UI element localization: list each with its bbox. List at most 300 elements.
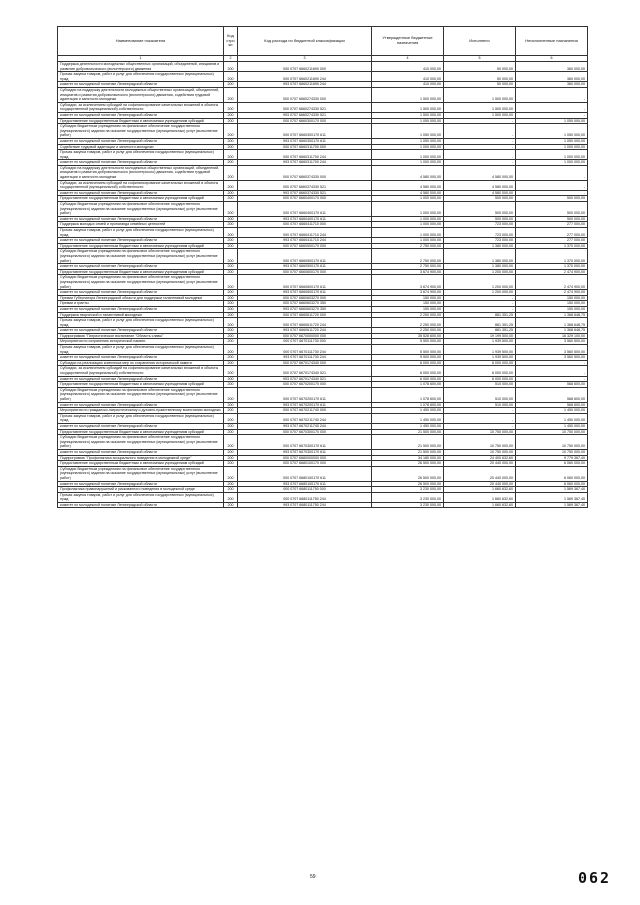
cell-approved: 6 000 000,00 — [372, 360, 444, 366]
cell-unexecuted: 1 050 000,00 — [516, 118, 588, 124]
cell-approved: 26 500 000,00 — [372, 481, 444, 487]
cell-budget-code: 000 0707 6670111730 000 — [238, 339, 372, 345]
cell-unexecuted: 2 474 900,00 — [516, 275, 588, 290]
cell-unexecuted: - — [516, 102, 588, 112]
cell-approved: 4 580 000,00 — [372, 190, 444, 196]
cell-executed: 1 939 500,00 — [444, 339, 516, 345]
cell-executed: 1 200 000,00 — [444, 269, 516, 275]
cell-budget-code: 000 0707 6670000000 000 — [238, 333, 372, 339]
cell-unexecuted: 1 569 367,40 — [516, 492, 588, 502]
cell-budget-code: 000 0707 6670211740 244 — [238, 413, 372, 423]
cell-budget-code: 993 0707 6660600170 611 — [238, 290, 372, 296]
cell-approved: 1 000 000,00 — [372, 222, 444, 228]
header-budget-code: Код расхода по бюджетной классификации — [238, 27, 372, 56]
cell-budget-code: 000 0707 6660400170 611 — [238, 202, 372, 217]
table-row — [58, 249, 588, 264]
cell-approved: 410 000,00 — [372, 82, 444, 88]
cell-name: Субсидии бюджетным учреждениям на финансовое обеспечение государственного (муниципального) задания на оказание государственных (муниципальных) услуг (выполнение работ) — [58, 202, 224, 217]
cell-line-code: 200 — [224, 487, 238, 493]
cell-line-code: 200 — [224, 366, 238, 376]
table-row — [58, 72, 588, 82]
table-row — [58, 112, 588, 118]
cell-unexecuted: 2 474 900,00 — [516, 290, 588, 296]
cell-approved: 1 050 000,00 — [372, 118, 444, 124]
cell-approved: 3 230 000,00 — [372, 502, 444, 508]
cell-budget-code: 000 0707 6670300170 000 — [238, 429, 372, 435]
cell-budget-code: 993 0707 6670211740 244 — [238, 423, 372, 429]
cell-unexecuted: 1 368 648,75 — [516, 318, 588, 328]
cell-approved: 3 674 900,00 — [372, 269, 444, 275]
col-number: 6 — [516, 56, 588, 62]
cell-unexecuted: 1 370 000,00 — [516, 249, 588, 264]
cell-unexecuted: - — [516, 366, 588, 376]
cell-budget-code: 000 0707 6670300170 611 — [238, 435, 372, 450]
cell-executed: 20 440 000,00 — [444, 461, 516, 467]
cell-line-code: 200 — [224, 318, 238, 328]
cell-approved: 150 000,00 — [372, 295, 444, 301]
cell-unexecuted: 1 450 000,00 — [516, 413, 588, 423]
table-row — [58, 216, 588, 222]
cell-executed: 510 000,00 — [444, 387, 516, 402]
cell-budget-code: 000 0707 6660211690 244 — [238, 72, 372, 82]
cell-name: Субсидии бюджетным учреждениям на финансовое обеспечение государственного (муниципального) задания на оказание государственных (муниципальных) услуг (выполнение работ) — [58, 387, 224, 402]
table-row — [58, 455, 588, 461]
cell-name: комитет по молодежной политике Ленинградской области — [58, 82, 224, 88]
cell-executed: 1 380 000,00 — [444, 243, 516, 249]
cell-unexecuted: 1 370 000,00 — [516, 264, 588, 270]
cell-budget-code: 000 0707 6660374330 000 — [238, 165, 372, 180]
cell-name: Предоставление государственным бюджетным и автономным учреждениям субсидий — [58, 382, 224, 388]
cell-unexecuted: 568 600,00 — [516, 382, 588, 388]
cell-budget-code: 000 0707 6670211740 000 — [238, 408, 372, 414]
stamp-number: 062 — [578, 869, 612, 887]
cell-unexecuted: 360 000,00 — [516, 72, 588, 82]
cell-executed: 50 000,00 — [444, 72, 516, 82]
table-row — [58, 124, 588, 139]
cell-budget-code: 993 0707 6660300170 611 — [238, 138, 372, 144]
cell-line-code: 200 — [224, 222, 238, 228]
cell-name: комитет по молодежной политике Ленинградской области — [58, 160, 224, 166]
cell-name: комитет по молодежной политике Ленинградской области — [58, 402, 224, 408]
cell-budget-code: 993 0707 6660500170 611 — [238, 264, 372, 270]
cell-unexecuted: 1 370 000,00 — [516, 243, 588, 249]
cell-name: Поддержка деятельности молодежных общественных организаций, объединений, инициатив и развитие добровольческого (волонтерского) движения — [58, 62, 224, 72]
cell-budget-code: 993 0707 6680111750 244 — [238, 502, 372, 508]
cell-executed: 20 440 000,00 — [444, 466, 516, 481]
cell-line-code: 200 — [224, 290, 238, 296]
cell-executed: 723 000,00 — [444, 228, 516, 238]
cell-line-code: 200 — [224, 492, 238, 502]
cell-line-code: 200 — [224, 228, 238, 238]
cell-name: Субсидии бюджетным учреждениям на финансовое обеспечение государственного (муниципального) задания на оказание государственных (муниципальных) услуг (выполнение работ) — [58, 435, 224, 450]
header-name: Наименование показателя — [58, 27, 224, 56]
cell-line-code: 200 — [224, 461, 238, 467]
cell-line-code: 200 — [224, 333, 238, 339]
table-row — [58, 413, 588, 423]
cell-budget-code: 000 0707 6660411710 244 — [238, 228, 372, 238]
cell-executed: 4 580 000,00 — [444, 190, 516, 196]
cell-budget-code: 000 0707 6660603270 350 — [238, 301, 372, 307]
cell-budget-code: 000 0707 6660411710 000 — [238, 222, 372, 228]
cell-executed: 1 380 000,00 — [444, 264, 516, 270]
cell-line-code: 200 — [224, 82, 238, 88]
table-row — [58, 190, 588, 196]
cell-line-code: 200 — [224, 301, 238, 307]
cell-unexecuted: 3 560 500,00 — [516, 339, 588, 345]
cell-line-code: 200 — [224, 190, 238, 196]
cell-budget-code: 000 0707 6680111750 244 — [238, 492, 372, 502]
cell-unexecuted: 150 000,00 — [516, 295, 588, 301]
cell-unexecuted: 1 569 367,40 — [516, 487, 588, 493]
cell-unexecuted: 500 000,00 — [516, 216, 588, 222]
cell-budget-code: 993 0707 6660400170 611 — [238, 216, 372, 222]
cell-executed: - — [444, 306, 516, 312]
cell-executed: 1 939 500,00 — [444, 345, 516, 355]
cell-approved: 1 050 000,00 — [372, 138, 444, 144]
cell-approved: 2 250 000,00 — [372, 312, 444, 318]
cell-executed: 723 000,00 — [444, 238, 516, 244]
cell-unexecuted: 10 750 000,00 — [516, 435, 588, 450]
cell-approved: 2 750 000,00 — [372, 243, 444, 249]
cell-executed: 6 000 000,00 — [444, 376, 516, 382]
cell-approved: 1 450 000,00 — [372, 423, 444, 429]
cell-name: Субсидии бюджетным учреждениям на финансовое обеспечение государственного (муниципального) задания на оказание государственных (муниципальных) услуг (выполнение работ) — [58, 466, 224, 481]
cell-approved: 1 500 000,00 — [372, 87, 444, 102]
table-row — [58, 269, 588, 275]
table-row — [58, 290, 588, 296]
header-executed: Исполнено — [444, 27, 516, 56]
cell-approved: 410 000,00 — [372, 72, 444, 82]
cell-unexecuted: 3 560 500,00 — [516, 355, 588, 361]
col-number: 2 — [224, 56, 238, 62]
cell-executed: - — [444, 118, 516, 124]
cell-approved: 2 250 000,00 — [372, 318, 444, 328]
header-unexecuted: Неисполненные назначения — [516, 27, 588, 56]
cell-approved: 2 750 000,00 — [372, 249, 444, 264]
cell-line-code: 200 — [224, 180, 238, 190]
cell-line-code: 200 — [224, 455, 238, 461]
cell-approved: 1 000 000,00 — [372, 144, 444, 150]
table-row — [58, 345, 588, 355]
table-row — [58, 339, 588, 345]
cell-unexecuted: - — [516, 180, 588, 190]
cell-unexecuted: 6 060 000,00 — [516, 481, 588, 487]
cell-approved: 5 500 000,00 — [372, 339, 444, 345]
cell-unexecuted: - — [516, 190, 588, 196]
cell-line-code: 200 — [224, 295, 238, 301]
cell-budget-code: 993 0707 6670300170 611 — [238, 449, 372, 455]
cell-unexecuted: 1 000 000,00 — [516, 150, 588, 160]
cell-budget-code: 993 0707 6660211690 244 — [238, 82, 372, 88]
table-row — [58, 333, 588, 339]
cell-line-code: 200 — [224, 264, 238, 270]
cell-unexecuted: 1 450 000,00 — [516, 423, 588, 429]
cell-line-code: 200 — [224, 360, 238, 366]
cell-line-code: 200 — [224, 387, 238, 402]
cell-executed: 723 000,00 — [444, 222, 516, 228]
cell-approved: 150 000,00 — [372, 306, 444, 312]
cell-name: Содействие трудовой адаптации и занятости молодежи — [58, 144, 224, 150]
cell-executed: 1 200 000,00 — [444, 275, 516, 290]
cell-unexecuted: 6 060 000,00 — [516, 466, 588, 481]
cell-executed: 6 000 000,00 — [444, 360, 516, 366]
cell-unexecuted: - — [516, 87, 588, 102]
cell-budget-code: 000 0707 6660274330 000 — [238, 87, 372, 102]
table-row — [58, 196, 588, 202]
cell-approved: 5 500 000,00 — [372, 345, 444, 355]
cell-line-code: 200 — [224, 144, 238, 150]
cell-executed: - — [444, 160, 516, 166]
cell-name: Поддержка творческой и талантливой молодежи — [58, 312, 224, 318]
table-row — [58, 387, 588, 402]
cell-name: Мероприятия по гражданско-патриотическому и духовно-нравственному воспитанию молодежи — [58, 408, 224, 414]
cell-name: комитет по молодежной политике Ленинградской области — [58, 306, 224, 312]
cell-executed: - — [444, 295, 516, 301]
cell-name: комитет по молодежной политике Ленинградской области — [58, 264, 224, 270]
cell-budget-code: 000 0707 6660603270 000 — [238, 295, 372, 301]
cell-line-code: 200 — [224, 345, 238, 355]
table-body — [58, 62, 588, 508]
cell-executed: - — [444, 124, 516, 139]
cell-approved: 26 500 000,00 — [372, 461, 444, 467]
cell-line-code: 200 — [224, 355, 238, 361]
budget-table — [57, 26, 588, 508]
cell-budget-code: 000 0707 6660500170 000 — [238, 243, 372, 249]
cell-line-code: 200 — [224, 339, 238, 345]
cell-budget-code: 000 0707 6670174340 000 — [238, 360, 372, 366]
cell-executed: 500 000,00 — [444, 216, 516, 222]
cell-unexecuted: 360 000,00 — [516, 82, 588, 88]
cell-approved: 1 500 000,00 — [372, 112, 444, 118]
table-row — [58, 435, 588, 450]
report-sheet — [57, 26, 587, 508]
cell-line-code: 200 — [224, 102, 238, 112]
cell-name: Мероприятия по сохранению исторической памяти — [58, 339, 224, 345]
cell-executed: 4 580 000,00 — [444, 165, 516, 180]
cell-line-code: 200 — [224, 150, 238, 160]
cell-unexecuted: 1 050 000,00 — [516, 138, 588, 144]
header-line-code: Код стро ки — [224, 27, 238, 56]
cell-approved: 1 050 000,00 — [372, 124, 444, 139]
page-number: 59 — [310, 874, 316, 880]
table-row — [58, 492, 588, 502]
cell-budget-code: 000 0707 6660400170 000 — [238, 196, 372, 202]
cell-line-code: 200 — [224, 269, 238, 275]
cell-approved: 26 500 000,00 — [372, 466, 444, 481]
cell-approved: 1 000 000,00 — [372, 196, 444, 202]
cell-unexecuted: 1 000 000,00 — [516, 144, 588, 150]
cell-name: Премии и гранты — [58, 301, 224, 307]
table-row — [58, 102, 588, 112]
cell-budget-code: 000 0707 6680111750 000 — [238, 487, 372, 493]
cell-budget-code: 000 0707 6660600170 611 — [238, 275, 372, 290]
cell-approved: 3 230 000,00 — [372, 492, 444, 502]
cell-budget-code: 993 0707 6660374330 521 — [238, 190, 372, 196]
cell-approved: 21 500 000,00 — [372, 429, 444, 435]
table-row — [58, 228, 588, 238]
table-row — [58, 150, 588, 160]
cell-line-code: 200 — [224, 118, 238, 124]
cell-approved: 2 250 000,00 — [372, 328, 444, 334]
cell-budget-code: 993 0707 6660411710 244 — [238, 238, 372, 244]
cell-line-code: 200 — [224, 502, 238, 508]
cell-executed: 20 440 000,00 — [444, 481, 516, 487]
cell-executed: 4 580 000,00 — [444, 180, 516, 190]
cell-budget-code: 000 0707 6660311700 000 — [238, 144, 372, 150]
cell-executed: 1 660 632,60 — [444, 492, 516, 502]
cell-budget-code: 000 0707 6660311700 244 — [238, 150, 372, 160]
cell-budget-code: 000 0707 6660300170 611 — [238, 124, 372, 139]
cell-approved: 1 500 000,00 — [372, 102, 444, 112]
cell-executed: 510 000,00 — [444, 382, 516, 388]
cell-budget-code: 000 0707 6660374330 521 — [238, 180, 372, 190]
cell-unexecuted: 1 000 000,00 — [516, 160, 588, 166]
cell-executed: 1 500 000,00 — [444, 87, 516, 102]
col-number: 1 — [58, 56, 224, 62]
cell-executed: 500 000,00 — [444, 202, 516, 217]
cell-unexecuted: 150 000,00 — [516, 306, 588, 312]
table-row — [58, 461, 588, 467]
cell-budget-code: 993 0707 6660603270 350 — [238, 306, 372, 312]
cell-name: Прочая закупка товаров, работ и услуг для обеспечения государственных (муниципальных) нужд — [58, 228, 224, 238]
cell-approved: 1 000 000,00 — [372, 150, 444, 160]
cell-executed: 50 000,00 — [444, 62, 516, 72]
cell-line-code: 200 — [224, 202, 238, 217]
cell-unexecuted: - — [516, 112, 588, 118]
cell-budget-code: 000 0707 6680000000 000 — [238, 455, 372, 461]
cell-executed: 50 000,00 — [444, 82, 516, 88]
cell-name: Предоставление государственным бюджетным и автономным учреждениям субсидий — [58, 269, 224, 275]
cell-executed: - — [444, 301, 516, 307]
cell-name: комитет по молодежной политике Ленинградской области — [58, 290, 224, 296]
cell-approved: 1 000 000,00 — [372, 228, 444, 238]
cell-unexecuted: 16 329 100,00 — [516, 333, 588, 339]
cell-name: Предоставление государственным бюджетным и автономным учреждениям субсидий — [58, 118, 224, 124]
cell-executed: 881 351,25 — [444, 318, 516, 328]
cell-approved: 4 580 000,00 — [372, 180, 444, 190]
cell-name: Субсидии бюджетным учреждениям на финансовое обеспечение государственного (муниципального) задания на оказание государственных (муниципальных) услуг (выполнение работ) — [58, 275, 224, 290]
cell-name: Поддержка молодых семей и пропаганда семейных ценностей — [58, 222, 224, 228]
table-row — [58, 487, 588, 493]
cell-budget-code: 000 0707 6660300170 000 — [238, 118, 372, 124]
cell-name: Прочая закупка товаров, работ и услуг для обеспечения государственных (муниципальных) нужд — [58, 345, 224, 355]
cell-unexecuted: 6 060 000,00 — [516, 461, 588, 467]
cell-budget-code: 993 0707 6660311700 244 — [238, 160, 372, 166]
cell-unexecuted: 500 000,00 — [516, 196, 588, 202]
cell-line-code: 200 — [224, 423, 238, 429]
cell-approved: 1 078 600,00 — [372, 402, 444, 408]
cell-approved: 21 500 000,00 — [372, 435, 444, 450]
cell-executed: 1 380 000,00 — [444, 249, 516, 264]
cell-unexecuted: 500 000,00 — [516, 202, 588, 217]
cell-budget-code: 993 0707 6670174340 521 — [238, 376, 372, 382]
cell-line-code: 200 — [224, 376, 238, 382]
cell-executed: - — [444, 150, 516, 160]
cell-approved: 1 000 000,00 — [372, 160, 444, 166]
cell-unexecuted: - — [516, 376, 588, 382]
cell-budget-code: 000 0707 6680100170 611 — [238, 466, 372, 481]
table-row — [58, 62, 588, 72]
cell-name: Прочая закупка товаров, работ и услуг для обеспечения государственных (муниципальных) нужд — [58, 150, 224, 160]
cell-unexecuted: 1 050 000,00 — [516, 124, 588, 139]
cell-name: комитет по молодежной политике Ленинградской области — [58, 112, 224, 118]
cell-approved: 150 000,00 — [372, 301, 444, 307]
cell-unexecuted: 568 600,00 — [516, 387, 588, 402]
cell-name: комитет по молодежной политике Ленинградской области — [58, 190, 224, 196]
cell-executed: - — [444, 413, 516, 423]
cell-line-code: 200 — [224, 312, 238, 318]
cell-line-code: 200 — [224, 216, 238, 222]
cell-executed: - — [444, 138, 516, 144]
cell-unexecuted: 10 750 000,00 — [516, 429, 588, 435]
cell-name: Предоставление государственным бюджетным и автономным учреждениям субсидий — [58, 196, 224, 202]
cell-name: комитет по молодежной политике Ленинградской области — [58, 423, 224, 429]
cell-line-code: 200 — [224, 481, 238, 487]
cell-budget-code: 000 0707 6660500170 611 — [238, 249, 372, 264]
cell-name: Прочая закупка товаров, работ и услуг для обеспечения государственных (муниципальных) нужд — [58, 72, 224, 82]
cell-approved: 5 500 000,00 — [372, 355, 444, 361]
cell-executed: 1 500 000,00 — [444, 112, 516, 118]
cell-name: Прочая закупка товаров, работ и услуг для обеспечения государственных (муниципальных) нужд — [58, 492, 224, 502]
cell-unexecuted: 3 560 500,00 — [516, 345, 588, 355]
table-row — [58, 449, 588, 455]
cell-name: Прочая закупка товаров, работ и услуг для обеспечения государственных (муниципальных) нужд — [58, 413, 224, 423]
cell-line-code: 200 — [224, 62, 238, 72]
cell-line-code: 200 — [224, 413, 238, 423]
cell-approved: 1 000 000,00 — [372, 238, 444, 244]
cell-approved: 3 674 900,00 — [372, 275, 444, 290]
cell-line-code: 200 — [224, 306, 238, 312]
cell-unexecuted: 568 600,00 — [516, 402, 588, 408]
cell-approved: 3 674 900,00 — [372, 290, 444, 296]
cell-name: комитет по молодежной политике Ленинградской области — [58, 238, 224, 244]
table-row — [58, 312, 588, 318]
cell-line-code: 200 — [224, 429, 238, 435]
table-row — [58, 202, 588, 217]
cell-name: Субсидии на поддержку деятельности молодежных общественных организаций, объединений, инициатив и развития добровольческого (волонтерского) движения, содействия трудовой адаптации и занятости молодежи — [58, 87, 224, 102]
cell-line-code: 200 — [224, 112, 238, 118]
cell-unexecuted: 150 000,00 — [516, 301, 588, 307]
col-number: 5 — [444, 56, 516, 62]
cell-name: Субсидии, за исключением субсидий на софинансирование капитальных вложений в объекты государственной (муниципальной) собственности — [58, 102, 224, 112]
cell-name: Субсидии на реализацию комплекса мер по сохранению исторической памяти — [58, 360, 224, 366]
cell-unexecuted: 2 474 900,00 — [516, 269, 588, 275]
cell-executed: 1 200 000,00 — [444, 290, 516, 296]
cell-budget-code: 000 0707 6670200170 000 — [238, 382, 372, 388]
cell-budget-code: 000 0707 6660611720 000 — [238, 312, 372, 318]
cell-unexecuted: - — [516, 165, 588, 180]
cell-unexecuted: 277 000,00 — [516, 238, 588, 244]
cell-unexecuted: 277 000,00 — [516, 222, 588, 228]
cell-name: комитет по молодежной политике Ленинградской области — [58, 355, 224, 361]
cell-approved: 34 180 000,00 — [372, 455, 444, 461]
table-row — [58, 180, 588, 190]
cell-budget-code: 000 0707 6670200170 611 — [238, 387, 372, 402]
table-row — [58, 275, 588, 290]
cell-name: Субсидии на поддержку деятельности молодежных общественных организаций, объединений, инициатив и развития добровольческого (волонтерского) движения, содействия трудовой адаптации и занятости молодежи — [58, 165, 224, 180]
cell-executed: 1 660 632,60 — [444, 487, 516, 493]
cell-approved: 6 000 000,00 — [372, 366, 444, 376]
cell-name: Субсидии, за исключением субсидий на софинансирование капитальных вложений в объекты государственной (муниципальной) собственности — [58, 366, 224, 376]
cell-unexecuted: 277 000,00 — [516, 228, 588, 238]
cell-line-code: 200 — [224, 238, 238, 244]
cell-budget-code: 000 0707 6660600170 000 — [238, 269, 372, 275]
cell-approved: 1 078 600,00 — [372, 382, 444, 388]
table-row — [58, 376, 588, 382]
cell-name: комитет по молодежной политике Ленинградской области — [58, 502, 224, 508]
cell-name: комитет по молодежной политике Ленинградской области — [58, 216, 224, 222]
col-number: 4 — [372, 56, 444, 62]
